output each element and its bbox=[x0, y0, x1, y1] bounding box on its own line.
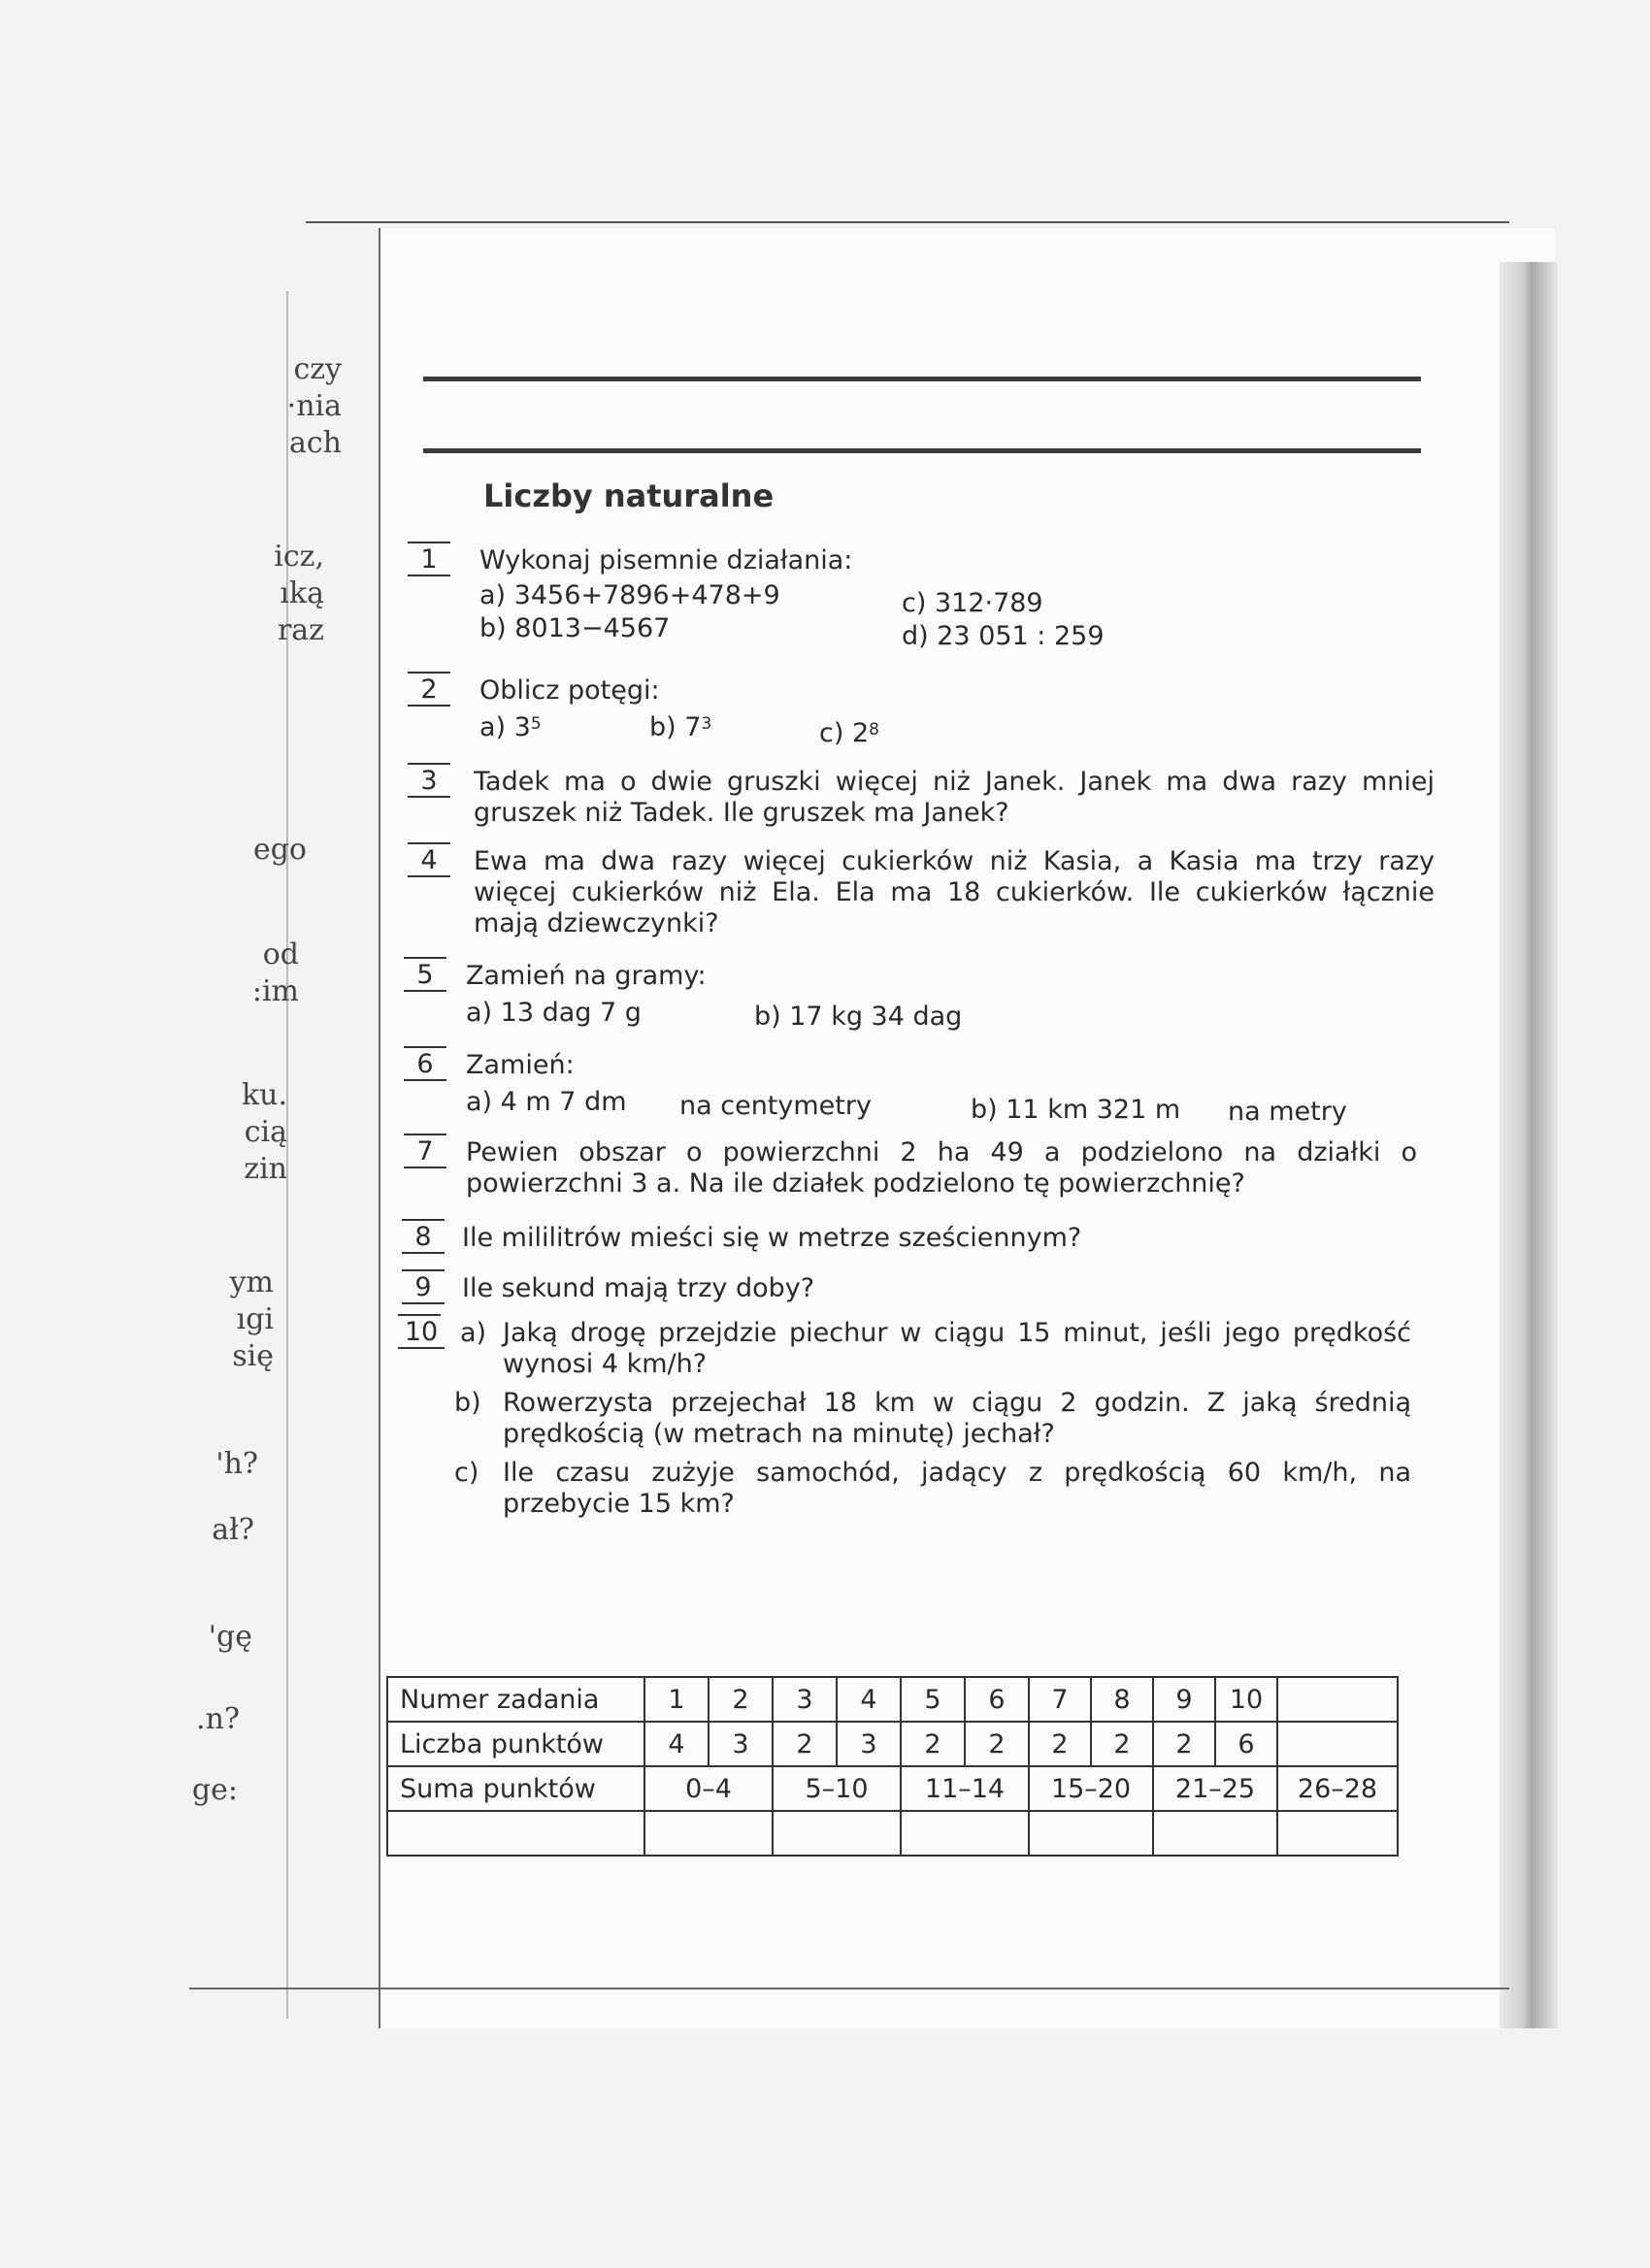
table-cell: 26–28 bbox=[1277, 1766, 1398, 1811]
subtask-text: Ile czasu zużyje samochód, jadący z prędkością 60 km/h, na przebycie 15 km? bbox=[503, 1458, 1411, 1519]
task-number: 1 bbox=[408, 545, 450, 576]
table-cell: 4 bbox=[837, 1677, 901, 1722]
table-cell: 8 bbox=[1091, 1677, 1153, 1722]
table-blank-cell bbox=[773, 1811, 901, 1856]
task-text: Pewien obszar o powierzchni 2 ha 49 a podzielono na działki o powierzchni 3 a. Na ile działek podzielono tę powierzchnię? bbox=[466, 1137, 1417, 1199]
table-blank-cell bbox=[901, 1811, 1029, 1856]
table-cell: 2 bbox=[1153, 1722, 1215, 1766]
table-cell: 7 bbox=[1029, 1677, 1091, 1722]
margin-fragment: ge: bbox=[191, 1773, 238, 1807]
table-blank-cell bbox=[1277, 1811, 1398, 1856]
table-blank-cell bbox=[1153, 1811, 1277, 1856]
subtask-text: Jaką drogę przejdzie piechur w ciągu 15 minut, jeśli jego prędkość wynosi 4 km/h? bbox=[503, 1318, 1411, 1379]
table-cell: 3 bbox=[773, 1677, 837, 1722]
table-cell: 15–20 bbox=[1029, 1766, 1153, 1811]
table-row-label: Liczba punktów bbox=[387, 1722, 644, 1766]
header-rule bbox=[423, 377, 1421, 381]
header-rule bbox=[423, 448, 1421, 453]
margin-fragment: ał? bbox=[212, 1513, 254, 1547]
margin-fragment: od :im bbox=[251, 937, 299, 1008]
table-cell: 6 bbox=[1215, 1722, 1277, 1766]
table-cell: 9 bbox=[1153, 1677, 1215, 1722]
task-number: 7 bbox=[404, 1137, 446, 1168]
table-cell: 2 bbox=[773, 1722, 837, 1766]
table-blank-cell bbox=[1029, 1811, 1153, 1856]
table-cell: 2 bbox=[1029, 1722, 1091, 1766]
table-cell: 3 bbox=[837, 1722, 901, 1766]
task-item: b) $7^3$ bbox=[649, 712, 712, 742]
table-cell: 2 bbox=[1091, 1722, 1153, 1766]
task-text: Ile sekund mają trzy doby? bbox=[462, 1273, 815, 1303]
margin-fragment: .n? bbox=[196, 1702, 240, 1736]
page-stack-edge bbox=[1500, 262, 1558, 2028]
task-item: a) 4 m 7 dm bbox=[466, 1087, 627, 1117]
table-cell: 4 bbox=[644, 1722, 709, 1766]
table-row-label: Numer zadania bbox=[387, 1677, 644, 1722]
task-number: 4 bbox=[408, 846, 450, 877]
table-cell: 21–25 bbox=[1153, 1766, 1277, 1811]
scan-edge bbox=[189, 1988, 1509, 1989]
margin-fragment: ego bbox=[252, 833, 307, 867]
margin-fragment: 'h? bbox=[215, 1447, 258, 1481]
table-cell bbox=[1277, 1677, 1398, 1722]
task-number: 10 bbox=[398, 1318, 445, 1349]
task-item: na metry bbox=[1228, 1097, 1347, 1127]
task-item: c) 312·789 bbox=[902, 588, 1043, 618]
table-cell: 3 bbox=[709, 1722, 773, 1766]
table-row-label: Suma punktów bbox=[387, 1766, 644, 1811]
margin-fragment: icz, ıką raz bbox=[274, 540, 324, 647]
table-cell: 6 bbox=[965, 1677, 1029, 1722]
task-item: a) 3456+7896+478+9 bbox=[479, 580, 780, 610]
task-item: a) $3^5$ bbox=[479, 712, 542, 742]
page-title: Liczby naturalne bbox=[483, 477, 775, 514]
task-number: 2 bbox=[408, 675, 450, 707]
table-blank-cell bbox=[387, 1811, 644, 1856]
table-cell: 2 bbox=[965, 1722, 1029, 1766]
task-text: Zamień na gramy: bbox=[466, 961, 707, 991]
task-item: b) 17 kg 34 dag bbox=[754, 1002, 963, 1032]
margin-fragment: czy ·nia ach bbox=[286, 352, 342, 460]
table-cell: 1 bbox=[644, 1677, 709, 1722]
table-cell: 0–4 bbox=[644, 1766, 773, 1811]
table-cell: 2 bbox=[709, 1677, 773, 1722]
scan-edge bbox=[306, 221, 1509, 223]
subtask-label: a) bbox=[460, 1318, 487, 1348]
table-cell: 10 bbox=[1215, 1677, 1277, 1722]
table-cell bbox=[1277, 1722, 1398, 1766]
task-item: a) 13 dag 7 g bbox=[466, 998, 642, 1028]
task-item: b) 11 km 321 m bbox=[971, 1095, 1181, 1125]
margin-fragment: 'gę bbox=[208, 1620, 252, 1654]
table-cell: 11–14 bbox=[901, 1766, 1029, 1811]
score-table bbox=[386, 1676, 1399, 1857]
task-item: c) $2^8$ bbox=[819, 718, 879, 748]
task-number: 8 bbox=[402, 1223, 445, 1254]
task-item: b) 8013−4567 bbox=[479, 613, 671, 643]
task-text: Oblicz potęgi: bbox=[479, 675, 660, 706]
task-text: Ile mililitrów mieści się w metrze sześciennym? bbox=[462, 1223, 1082, 1253]
table-cell: 2 bbox=[901, 1722, 965, 1766]
table-blank-cell bbox=[644, 1811, 773, 1856]
task-text: Wykonaj pisemnie działania: bbox=[479, 545, 853, 575]
table-cell: 5–10 bbox=[773, 1766, 901, 1811]
task-item: d) 23 051 : 259 bbox=[902, 621, 1105, 651]
task-text: Tadek ma o dwie gruszki więcej niż Janek. Janek ma dwa razy mniej gruszek niż Tadek. Ile gruszek ma Janek? bbox=[474, 767, 1435, 828]
task-item: na centymetry bbox=[679, 1091, 872, 1121]
subtask-label: c) bbox=[454, 1458, 479, 1488]
subtask-text: Rowerzysta przejechał 18 km w ciągu 2 godzin. Z jaką średnią prędkością (w metrach na minutę) jechał? bbox=[503, 1388, 1411, 1449]
task-number: 6 bbox=[404, 1050, 446, 1081]
task-text: Zamień: bbox=[466, 1050, 575, 1080]
margin-fragment: ku. cią zin bbox=[241, 1078, 287, 1186]
task-number: 5 bbox=[404, 961, 446, 992]
task-text: Ewa ma dwa razy więcej cukierków niż Kasia, a Kasia ma trzy razy więcej cukierków niż Ela. Ela ma 18 cukierków. Ile cukierków łącznie mają dziewczynki? bbox=[474, 846, 1435, 938]
margin-fragment: ym ıgi się bbox=[229, 1265, 274, 1373]
subtask-label: b) bbox=[454, 1388, 481, 1418]
task-number: 9 bbox=[402, 1273, 445, 1304]
table-cell: 5 bbox=[901, 1677, 965, 1722]
task-number: 3 bbox=[408, 767, 450, 798]
